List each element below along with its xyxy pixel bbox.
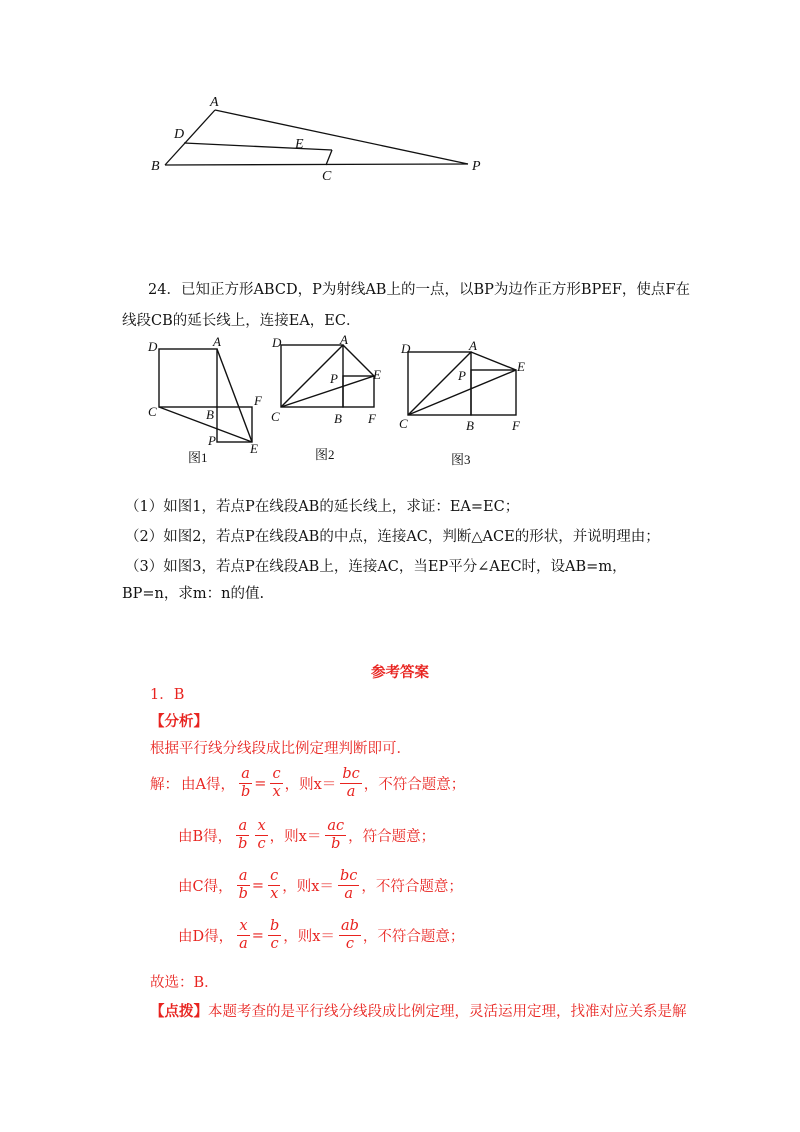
fig3-label-A: A bbox=[469, 338, 477, 353]
row-A-lead: 由A得， bbox=[181, 777, 235, 793]
analysis-tag: 【分析】 bbox=[150, 713, 208, 730]
fig3-label-P: P bbox=[458, 368, 466, 383]
fig3-label-D: D bbox=[401, 341, 411, 356]
fig2-label-B: B bbox=[334, 411, 342, 426]
tip-text: 本题考查的是平行线分线段成比例定理，灵活运用定理，找准对应关系是解 bbox=[208, 1004, 687, 1020]
fig1-label-B: B bbox=[206, 407, 214, 422]
answers-heading: 参考答案 bbox=[371, 664, 429, 681]
segment-BA bbox=[165, 110, 215, 165]
segment-DE bbox=[184, 143, 332, 150]
fig1-label-A: A bbox=[213, 335, 221, 349]
segment-AP bbox=[215, 110, 468, 164]
label-E: E bbox=[295, 137, 304, 152]
solution-prefix: 解： bbox=[150, 777, 179, 793]
fig2-label-F: F bbox=[368, 411, 376, 426]
fig1-label-E: E bbox=[250, 441, 258, 456]
solution-row-D: 由D得， $\frac{x}{a}$ = $\frac{b}{c}$ ，则x＝ $\frac{ab}{c}$ ，不符合题意； bbox=[178, 918, 465, 952]
figure-2 bbox=[270, 335, 390, 465]
label-P: P bbox=[472, 159, 481, 174]
q24-line1: 24．已知正方形ABCD，P为射线AB上的一点，以BP为边作正方形BPEF，使点F在 bbox=[148, 282, 690, 298]
solution-row-B: 由B得， $\frac{a}{b}$ $\frac{x}{c}$ ，则x＝ $\frac{ac}{b}$ ，符合题意； bbox=[178, 818, 436, 852]
figure-triangle bbox=[140, 90, 500, 190]
row-D-lead: 由D得， bbox=[178, 929, 234, 945]
q24-part2: （2）如图2，若点P在线段AB的中点，连接AC，判断△ACE的形状，并说明理由； bbox=[125, 529, 660, 545]
fig1-label-D: D bbox=[148, 339, 158, 354]
label-D: D bbox=[174, 127, 185, 142]
fig2-label-A: A bbox=[340, 335, 348, 347]
segment-EC bbox=[326, 150, 332, 165]
label-C: C bbox=[322, 169, 332, 184]
q24-part1: （1）如图1，若点P在线段AB的延长线上，求证：EA=EC； bbox=[125, 499, 520, 515]
fig2-label-P: P bbox=[330, 371, 338, 386]
analysis-text: 根据平行线分线段成比例定理判断即可． bbox=[150, 741, 411, 757]
fig2-caption: 图2 bbox=[315, 447, 335, 462]
fig1-caption: 图1 bbox=[188, 450, 208, 465]
fig3-label-E: E bbox=[517, 359, 525, 374]
segment-BP bbox=[165, 164, 468, 165]
fig1-label-C: C bbox=[148, 404, 157, 419]
fig3-label-B: B bbox=[466, 418, 474, 433]
fig2-label-D: D bbox=[272, 335, 282, 350]
tip-tag: 【点拨】 bbox=[150, 1003, 208, 1020]
q24-part3-line1: （3）如图3，若点P在线段AB上，连接AC，当EP平分∠AEC时，设AB=m， bbox=[125, 559, 627, 575]
figure-1 bbox=[140, 335, 270, 465]
fig1-label-P: P bbox=[208, 433, 216, 448]
q24-line2: 线段CB的延长线上，连接EA，EC． bbox=[122, 313, 361, 329]
row-C-lead: 由C得， bbox=[178, 879, 233, 895]
label-A: A bbox=[210, 95, 219, 110]
fig3-label-C: C bbox=[399, 416, 408, 431]
solution-row-C: 由C得， $\frac{a}{b}$ = $\frac{c}{x}$ ，则x＝ $\frac{bc}{a}$ ，不符合题意； bbox=[178, 868, 463, 902]
answer-item-1: 1．B bbox=[150, 687, 185, 703]
row-B-lead: 由B得， bbox=[178, 829, 233, 845]
fig3-label-F: F bbox=[512, 418, 520, 433]
tip-line bbox=[150, 1000, 687, 1021]
fig3-caption: 图3 bbox=[451, 452, 471, 467]
solution-row-A: 解： 由A得， $\frac{a}{b}$ = $\frac{c}{x}$ ，则x＝ $\frac{bc}{a}$ ，不符合题意； bbox=[150, 766, 466, 800]
fig1-label-F: F bbox=[254, 393, 262, 408]
fig2-label-E: E bbox=[373, 367, 381, 382]
q24-part3-line2: BP=n，求m：n的值. bbox=[122, 586, 265, 602]
figure-3 bbox=[396, 335, 536, 470]
fig2-label-C: C bbox=[271, 409, 280, 424]
answer-choice: 故选：B． bbox=[150, 975, 219, 991]
label-B: B bbox=[151, 159, 160, 174]
